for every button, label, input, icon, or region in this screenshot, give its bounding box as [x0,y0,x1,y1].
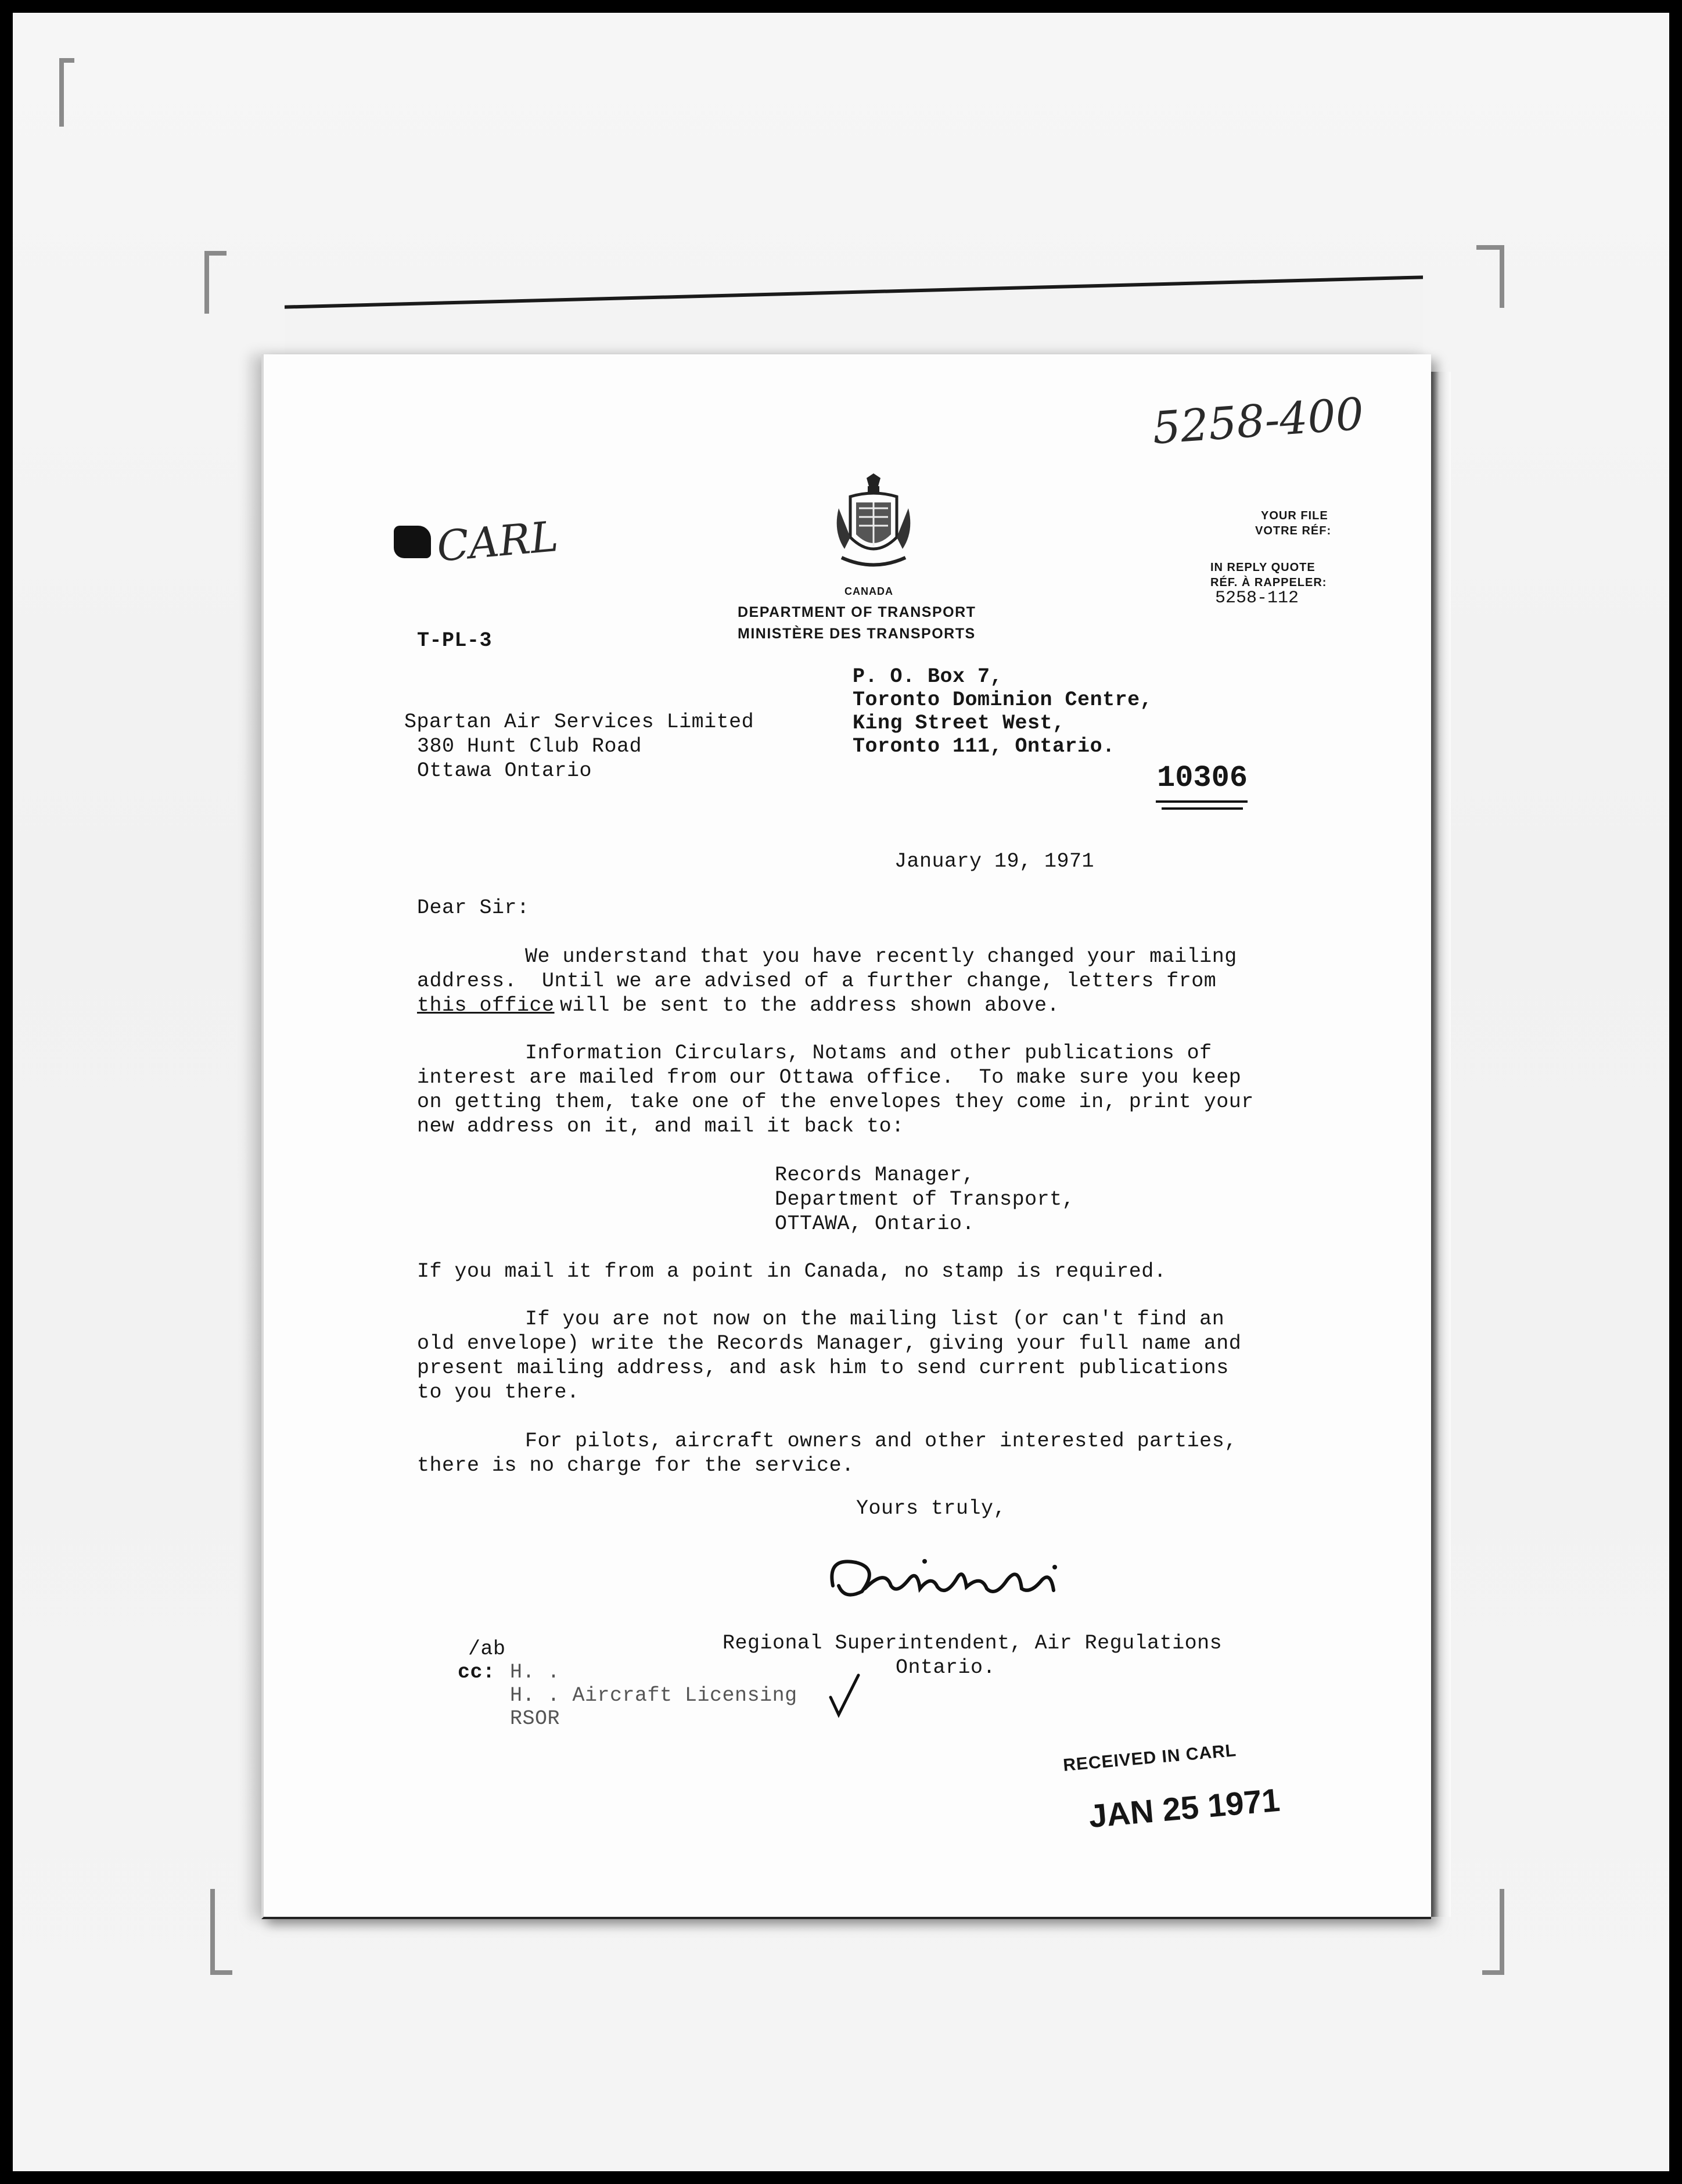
sender-po-box: P. O. Box 7, [853,665,1003,688]
letter-date: January 19, 1971 [894,850,1095,873]
recipient-city: Ottawa Ontario [417,759,592,782]
paragraph-4-line-2: old envelope) write the Records Manager, giving your full name and [417,1332,1242,1355]
your-file-label: YOUR FILE [1261,509,1328,522]
cc-label: cc: [458,1661,495,1684]
received-stamp-label: RECEIVED IN CARL [1062,1741,1238,1775]
crop-mark-bottom-right [1482,1889,1504,1975]
crop-mark-top-left-outer [59,58,74,127]
paragraph-4-line-3: present mailing address, and ask him to send current publications [417,1356,1229,1380]
records-address-line-1: Records Manager, [775,1163,975,1187]
paragraph-5-line-1: For pilots, aircraft owners and other interested parties, [525,1429,1237,1453]
handwritten-file-number: 5258-400 [1151,387,1365,454]
crop-mark-top-right [1476,245,1504,308]
sender-centre: Toronto Dominion Centre, [853,688,1153,712]
cc-entry-2: H. . Aircraft Licensing [510,1684,797,1707]
reply-quote-label: IN REPLY QUOTE [1210,561,1316,574]
paragraph-1-underlined-phrase: this office [417,994,555,1017]
paragraph-4-line-1: If you are not now on the mailing list (or can't find an [525,1307,1225,1331]
handwritten-carl: CARL [434,512,560,571]
signatory-region: Ontario. [896,1656,996,1679]
closing: Yours truly, [856,1497,1007,1520]
received-stamp-date: JAN 25 1971 [1087,1781,1282,1835]
reply-reference-number: 5258-112 [1215,588,1299,608]
signature [821,1545,1088,1603]
cc-entry-1: H. . [510,1661,560,1684]
paragraph-2-line-3: on getting them, take one of the envelopes they come in, print your [417,1090,1254,1113]
sender-city: Toronto 111, Ontario. [853,735,1115,758]
paragraph-1-line-1: We understand that you have recently changed your mailing [525,945,1237,968]
letterhead-country: CANADA [844,585,893,597]
letterhead-department-en: DEPARTMENT OF TRANSPORT [738,604,976,620]
letterhead-department-fr: MINISTÈRE DES TRANSPORTS [738,626,976,642]
document-number-underline-1 [1156,800,1248,803]
ref-a-rappeler-label: RÉF. À RAPPELER: [1210,576,1327,589]
salutation: Dear Sir: [417,896,530,919]
checkmark-icon [827,1672,862,1718]
recipient-name: Spartan Air Services Limited [404,710,754,734]
document-number-underline-2 [1162,807,1243,810]
votre-ref-label: VOTRE RÉF: [1255,525,1332,537]
paragraph-4-line-4: to you there. [417,1381,580,1404]
sender-street: King Street West, [853,712,1065,735]
records-address-line-2: Department of Transport, [775,1188,1075,1211]
records-address-line-3: OTTAWA, Ontario. [775,1212,975,1235]
document-number: 10306 [1157,761,1248,795]
crop-mark-bottom-left [210,1889,232,1975]
paragraph-2-line-1: Information Circulars, Notams and other publications of [525,1041,1212,1065]
paragraph-1-line-2: address. Until we are advised of a further change, letters from [417,969,1217,993]
paragraph-2-line-4: new address on it, and mail it back to: [417,1115,904,1138]
paragraph-5-line-2: there is no charge for the service. [417,1454,854,1477]
paragraph-3: If you mail it from a point in Canada, no stamp is required. [417,1260,1167,1283]
letter-sheet [261,354,1431,1919]
typist-initials: /ab [468,1637,506,1661]
crop-mark-top-left [204,251,227,314]
cc-entry-3: RSOR [510,1707,560,1730]
paragraph-1-line-3: will be sent to the address shown above. [560,994,1060,1017]
paragraph-2-line-2: interest are mailed from our Ottawa office. To make sure you keep [417,1066,1242,1089]
canada-coat-of-arms-icon [833,473,914,584]
signatory-title: Regional Superintendent, Air Regulations [723,1632,1223,1655]
recipient-street: 380 Hunt Club Road [417,735,642,758]
reference-code: T-PL-3 [417,629,493,652]
redaction-mark [394,526,431,558]
